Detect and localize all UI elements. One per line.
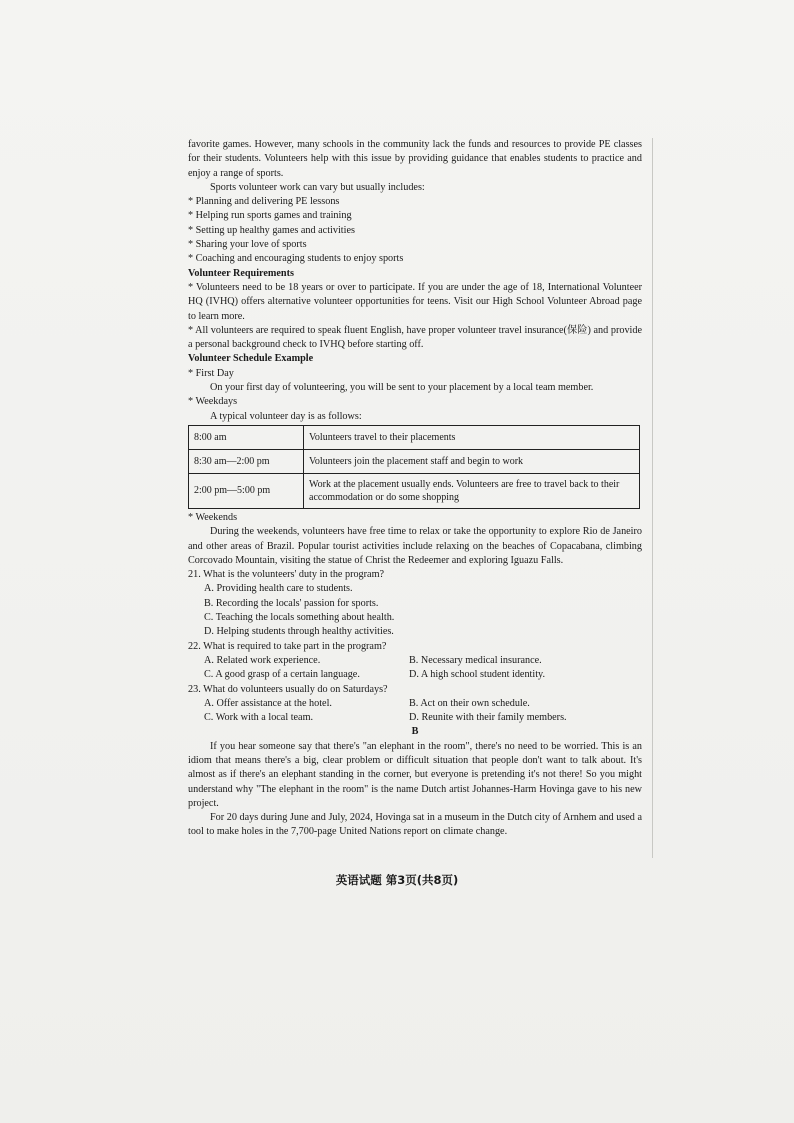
bullet-item: * Coaching and encouraging students to enjoy sports	[188, 253, 404, 265]
question-21-stem: 21. What is the volunteers' duty in the program?	[188, 569, 385, 581]
bullet-item: * Setting up healthy games and activities	[188, 224, 355, 236]
desc-cell: Volunteers join the placement staff and begin to work	[304, 449, 640, 473]
bullet-item: * Planning and delivering PE lessons	[188, 196, 340, 208]
question-22-stem: 22. What is required to take part in the program?	[188, 640, 387, 652]
scan-shadow-line	[652, 138, 653, 858]
passage-b-label: B	[411, 726, 419, 738]
desc-cell: Work at the placement usually ends. Volunteers are free to travel back to their accommodation or do some shopping	[304, 473, 640, 508]
intro-paragraph: favorite games. However, many schools in the community lack the funds and resources to provide PE classes for their students. Volunteers help with this issue by providing guidance that enables students to practice and enjoy a range of sports.	[188, 139, 642, 179]
weekdays-label: * Weekdays	[188, 396, 238, 408]
option-23-b[interactable]: B. Act on their own schedule.	[409, 697, 530, 709]
schedule-heading: Volunteer Schedule Example	[188, 353, 314, 365]
option-22-d[interactable]: D. A high school student identity.	[409, 669, 546, 681]
table-row	[189, 425, 640, 449]
requirement-item: * Volunteers need to be 18 years or over to participate. If you are under the age of 18, International Volunteer HQ (IVHQ) offers alternative volunteer opportunities for teens. Visit our High School Volunteer Abroad page to learn more.	[188, 281, 642, 322]
page-footer: 英语试题 第3页(共8页)	[335, 873, 459, 887]
table-row	[189, 449, 640, 473]
table-row	[189, 473, 640, 508]
option-23-c[interactable]: C. Work with a local team.	[204, 712, 314, 724]
time-cell: 2:00 pm—5:00 pm	[189, 473, 304, 508]
option-23-a[interactable]: A. Offer assistance at the hotel.	[204, 697, 332, 709]
bullet-item: * Helping run sports games and training	[188, 210, 352, 222]
option-21-c[interactable]: C. Teaching the locals something about health.	[204, 612, 395, 624]
option-22-a[interactable]: A. Related work experience.	[204, 654, 321, 666]
option-21-d[interactable]: D. Helping students through healthy activities.	[204, 626, 394, 638]
passage-b-paragraph: For 20 days during June and July, 2024, Hovinga sat in a museum in the Dutch city of Arnhem and used a tool to make holes in the 7,700-page United Nations report on climate change.	[188, 812, 642, 838]
option-22-b[interactable]: B. Necessary medical insurance.	[409, 654, 542, 666]
requirement-item: * All volunteers are required to speak fluent English, have proper volunteer travel insurance(保险) and provide a personal background check to IVHQ before starting off.	[188, 324, 642, 351]
page-content	[188, 138, 642, 840]
first-day-text: On your first day of volunteering, you will be sent to your placement by a local team member.	[210, 382, 594, 394]
question-23-stem: 23. What do volunteers usually do on Saturdays?	[188, 683, 388, 695]
option-row	[188, 711, 642, 725]
option-row	[188, 654, 642, 668]
option-22-c[interactable]: C. A good grasp of a certain language.	[204, 669, 360, 681]
first-day-label: * First Day	[188, 367, 234, 379]
option-23-d[interactable]: D. Reunite with their family members.	[409, 712, 567, 724]
time-cell: 8:30 am—2:00 pm	[189, 449, 304, 473]
bullet-item: * Sharing your love of sports	[188, 239, 307, 251]
option-row	[188, 697, 642, 711]
desc-cell: Volunteers travel to their placements	[304, 425, 640, 449]
time-cell: 8:00 am	[189, 425, 304, 449]
schedule-table	[188, 425, 640, 509]
option-row	[188, 668, 642, 682]
weekends-text: During the weekends, volunteers have free time to relax or take the opportunity to explore Rio de Janeiro and other areas of Brazil. Popular tourist activities include relaxing on the beaches of Copacabana, climbing Corcovado Mountain, visiting the statue of Christ the Redeemer and exploring Iguazu Falls.	[188, 526, 642, 566]
requirements-heading: Volunteer Requirements	[188, 267, 294, 279]
weekends-label: * Weekends	[188, 511, 238, 523]
passage-b-paragraph: If you hear someone say that there's "an elephant in the room", there's no need to be worried. This is an idiom that means there's a big, clear problem or difficult situation that people don't want to talk about. It's almost as if there's an elephant standing in the corner, but everyone is pretending it's not there! So you might understand why "The elephant in the room" is the name Dutch artist Johannes-Harm Hovinga gave to his new project.	[188, 740, 642, 809]
option-21-a[interactable]: A. Providing health care to students.	[204, 583, 353, 595]
weekdays-intro: A typical volunteer day is as follows:	[210, 410, 362, 422]
option-21-b[interactable]: B. Recording the locals' passion for sports.	[204, 597, 379, 609]
intro-includes: Sports volunteer work can vary but usually includes:	[210, 181, 425, 193]
